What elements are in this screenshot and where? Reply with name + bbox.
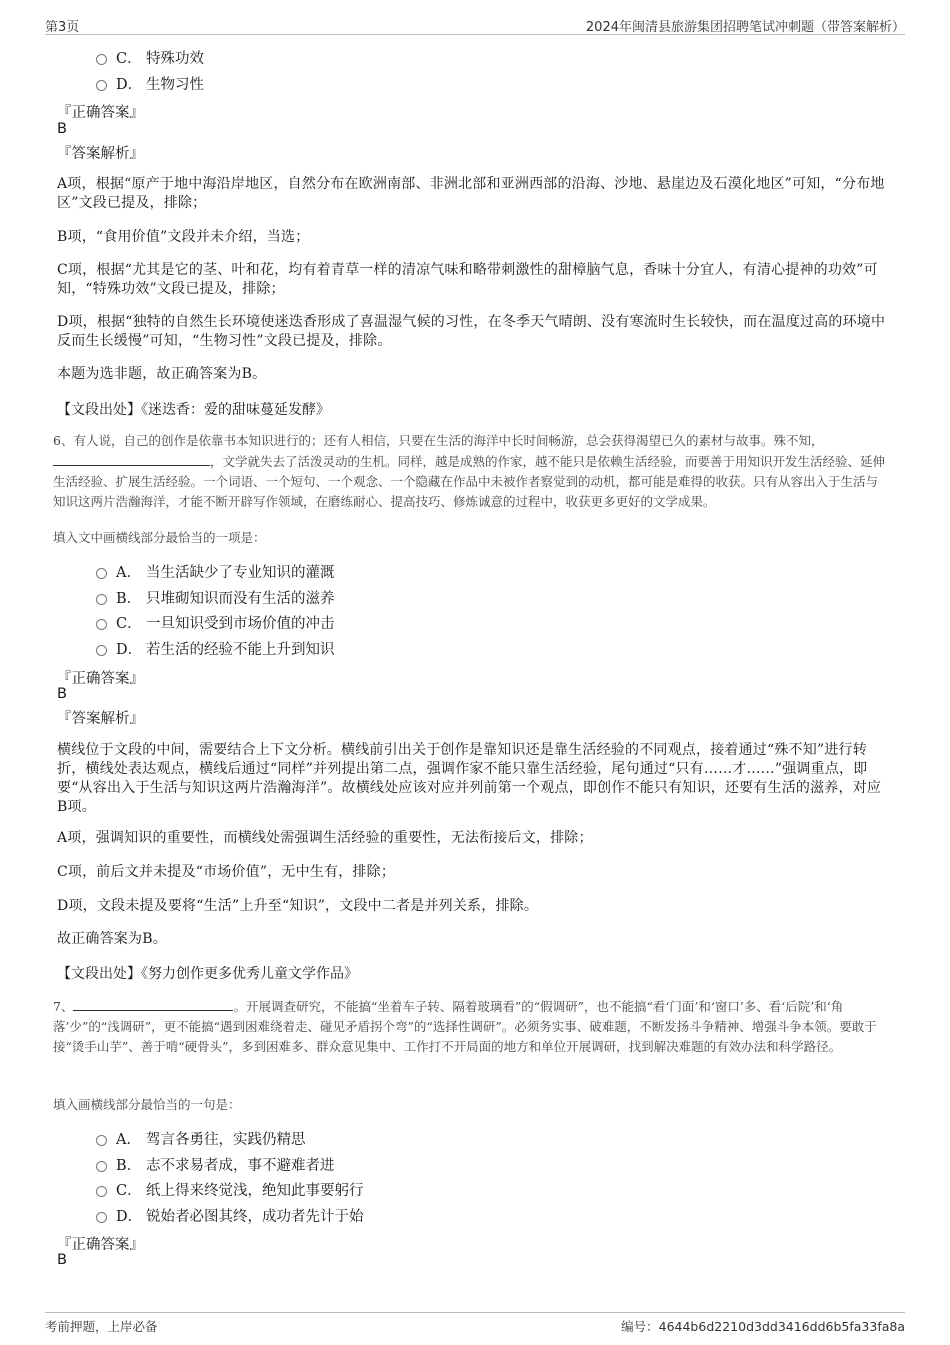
- footer-slogan: 考前押题，上岸必备: [45, 1319, 158, 1334]
- q6-option-a[interactable]: [96, 560, 335, 582]
- q6-answer-label: 『正确答案』: [57, 671, 144, 687]
- radio-icon[interactable]: [96, 568, 107, 579]
- q7-option-d[interactable]: [96, 1204, 364, 1226]
- radio-icon[interactable]: [96, 645, 107, 656]
- q6-answer: B: [57, 686, 67, 702]
- q7-prompt: 填入画横线部分最恰当的一句是：: [53, 1097, 241, 1112]
- q5-analysis-d: D项，根据“独特的自然生长环境使迷迭香形成了喜温湿气候的习性，在冬季天气晴朗、没有寒流时生长较快，而在温度过高的环境中反而生长缓慢”可知，“生物习性”文段已提及，排除。: [57, 314, 886, 349]
- page-header: [45, 14, 905, 35]
- question-number: 6、: [53, 433, 74, 448]
- option-text: 只堆砌知识而没有生活的滋养: [146, 590, 335, 607]
- option-letter: D．: [116, 76, 143, 93]
- option-text: 驾言各勇往，实践仍精思: [146, 1131, 306, 1148]
- question-text-part1: 有人说，自己的创作是依靠书本知识进行的；还有人相信，只要在生活的海洋中长时间畅游，总会获得渴望已久的素材与故事。殊不知，: [73, 433, 824, 448]
- q6-analysis-c: C项，前后文并未提及“市场价值”，无中生有，排除；: [57, 864, 396, 880]
- page-footer: [45, 1312, 905, 1337]
- q5-option-d[interactable]: [96, 72, 204, 94]
- radio-icon[interactable]: [96, 594, 107, 605]
- question-text: 。开展调查研究，不能搞“坐着车子转、隔着玻璃看”的“假调研”，也不能搞“看‘门面’和‘窗口’多、看‘后院’和‘角落’少”的“浅调研”，更不能搞“遇到困难绕着走、碰见矛盾拐个弯”的“选择性调研”。必须务实事、破难题，不断发扬斗争精神、增强斗争本领。要敢于接“烫手山芋”、善于啃“硬骨头”，多到困难多、群众意见集中、工作打不开局面的地方和单位开展调研，找到解决难题的有效办法和科学路径。: [53, 999, 877, 1054]
- q5-source: 【文段出处】《迷迭香：爱的甜味蔓延发酵》: [57, 402, 330, 418]
- q5-answer-label: 『正确答案』: [57, 105, 144, 121]
- option-letter: D．: [116, 1208, 143, 1225]
- q5-option-c[interactable]: [96, 46, 204, 68]
- q5-analysis-label: 『答案解析』: [57, 146, 144, 162]
- q5-conclusion: 本题为选非题，故正确答案为B。: [57, 366, 267, 382]
- option-letter: B．: [116, 1157, 142, 1174]
- option-text: 特殊功效: [146, 50, 204, 67]
- q7-answer-label: 『正确答案』: [57, 1237, 144, 1253]
- fill-blank: [53, 451, 210, 466]
- option-letter: C．: [116, 50, 142, 67]
- q6-prompt: 填入文中画横线部分最恰当的一项是：: [53, 530, 266, 545]
- q7-option-b[interactable]: [96, 1153, 335, 1175]
- q5-analysis-c: C项，根据“尤其是它的茎、叶和花，均有着青草一样的清凉气味和略带刺激性的甜樟脑气息，香味十分宜人，有清心提神的功效”可知，“特殊功效”文段已提及，排除；: [57, 262, 878, 297]
- fill-blank: [73, 996, 233, 1011]
- option-text: 生物习性: [146, 76, 204, 93]
- option-letter: A．: [116, 564, 141, 581]
- question-number: 7、: [53, 999, 74, 1014]
- q6-source: 【文段出处】《努力创作更多优秀儿童文学作品》: [57, 966, 358, 982]
- radio-icon[interactable]: [96, 80, 107, 91]
- q7-option-c[interactable]: [96, 1178, 364, 1200]
- radio-icon[interactable]: [96, 1135, 107, 1146]
- option-letter: D．: [116, 641, 143, 658]
- radio-icon[interactable]: [96, 619, 107, 630]
- radio-icon[interactable]: [96, 1212, 107, 1223]
- q7-question-text: [53, 996, 888, 1057]
- q6-question-text: [53, 431, 888, 512]
- option-letter: C．: [116, 615, 142, 632]
- option-text: 志不求易者成，事不避难者进: [146, 1157, 335, 1174]
- option-text: 锐始者必图其终，成功者先计于始: [146, 1208, 364, 1225]
- q6-option-c[interactable]: [96, 611, 335, 633]
- document-id: 编号：4644b6d2210d3dd3416dd6b5fa33fa8a: [621, 1319, 905, 1334]
- page-number: 第3页: [45, 20, 80, 35]
- q6-conclusion: 故正确答案为B。: [57, 931, 167, 947]
- option-text: 一旦知识受到市场价值的冲击: [146, 615, 335, 632]
- radio-icon[interactable]: [96, 54, 107, 65]
- option-text: 当生活缺少了专业知识的灌溉: [146, 564, 335, 581]
- radio-icon[interactable]: [96, 1161, 107, 1172]
- q7-answer: B: [57, 1252, 67, 1268]
- q5-analysis-a: A项，根据“原产于地中海沿岸地区，自然分布在欧洲南部、非洲北部和亚洲西部的沿海、沙地、悬崖边及石漠化地区”可知，“分布地区”文段已提及，排除；: [57, 176, 885, 211]
- option-text: 纸上得来终觉浅，绝知此事要躬行: [146, 1182, 364, 1199]
- q5-answer: B: [57, 121, 67, 137]
- option-text: 若生活的经验不能上升到知识: [146, 641, 335, 658]
- option-letter: B．: [116, 590, 142, 607]
- q6-analysis-a: A项，强调知识的重要性，而横线处需强调生活经验的重要性，无法衔接后文，排除；: [57, 830, 593, 846]
- option-letter: C．: [116, 1182, 142, 1199]
- q7-option-a[interactable]: [96, 1127, 306, 1149]
- question-text-part2: ，文学就失去了活泼灵动的生机。同样，越是成熟的作家，越不能只是依赖生活经验，而要善于用知识开发生活经验、延伸生活经验、扩展生活经验。一个词语、一个短句、一个观念、一个隐藏在作品中未被作者察觉到的动机，都可能是难得的收获。只有从容出入于生活与知识这两片浩瀚海洋，才能不断开辟写作领域，在磨练耐心、提高技巧、修炼诚意的过程中，收获更多更好的文学成果。: [53, 454, 886, 509]
- q5-analysis-b: B项，“食用价值”文段并未介绍，当选；: [57, 229, 310, 245]
- q6-analysis-main: 横线位于文段的中间，需要结合上下文分析。横线前引出关于创作是靠知识还是靠生活经验的不同观点，接着通过“殊不知”进行转折，横线处表达观点，横线后通过“同样”并列提出第二点，强调作家不能只靠生活经验，尾句通过“只有……才……”强调重点，即要“从容出入于生活与知识这两片浩瀚海洋”。故横线处应该对应并列前第一个观点，即创作不能只有知识，还要有生活的滋养，对应B项。: [57, 742, 882, 815]
- radio-icon[interactable]: [96, 1186, 107, 1197]
- q6-option-d[interactable]: [96, 637, 335, 659]
- q6-analysis-label: 『答案解析』: [57, 711, 144, 727]
- option-letter: A．: [116, 1131, 141, 1148]
- q6-analysis-d: D项，文段未提及要将“生活”上升至“知识”，文段中二者是并列关系，排除。: [57, 898, 539, 914]
- q6-option-b[interactable]: [96, 586, 335, 608]
- document-title: 2024年闽清县旅游集团招聘笔试冲刺题（带答案解析）: [585, 20, 905, 35]
